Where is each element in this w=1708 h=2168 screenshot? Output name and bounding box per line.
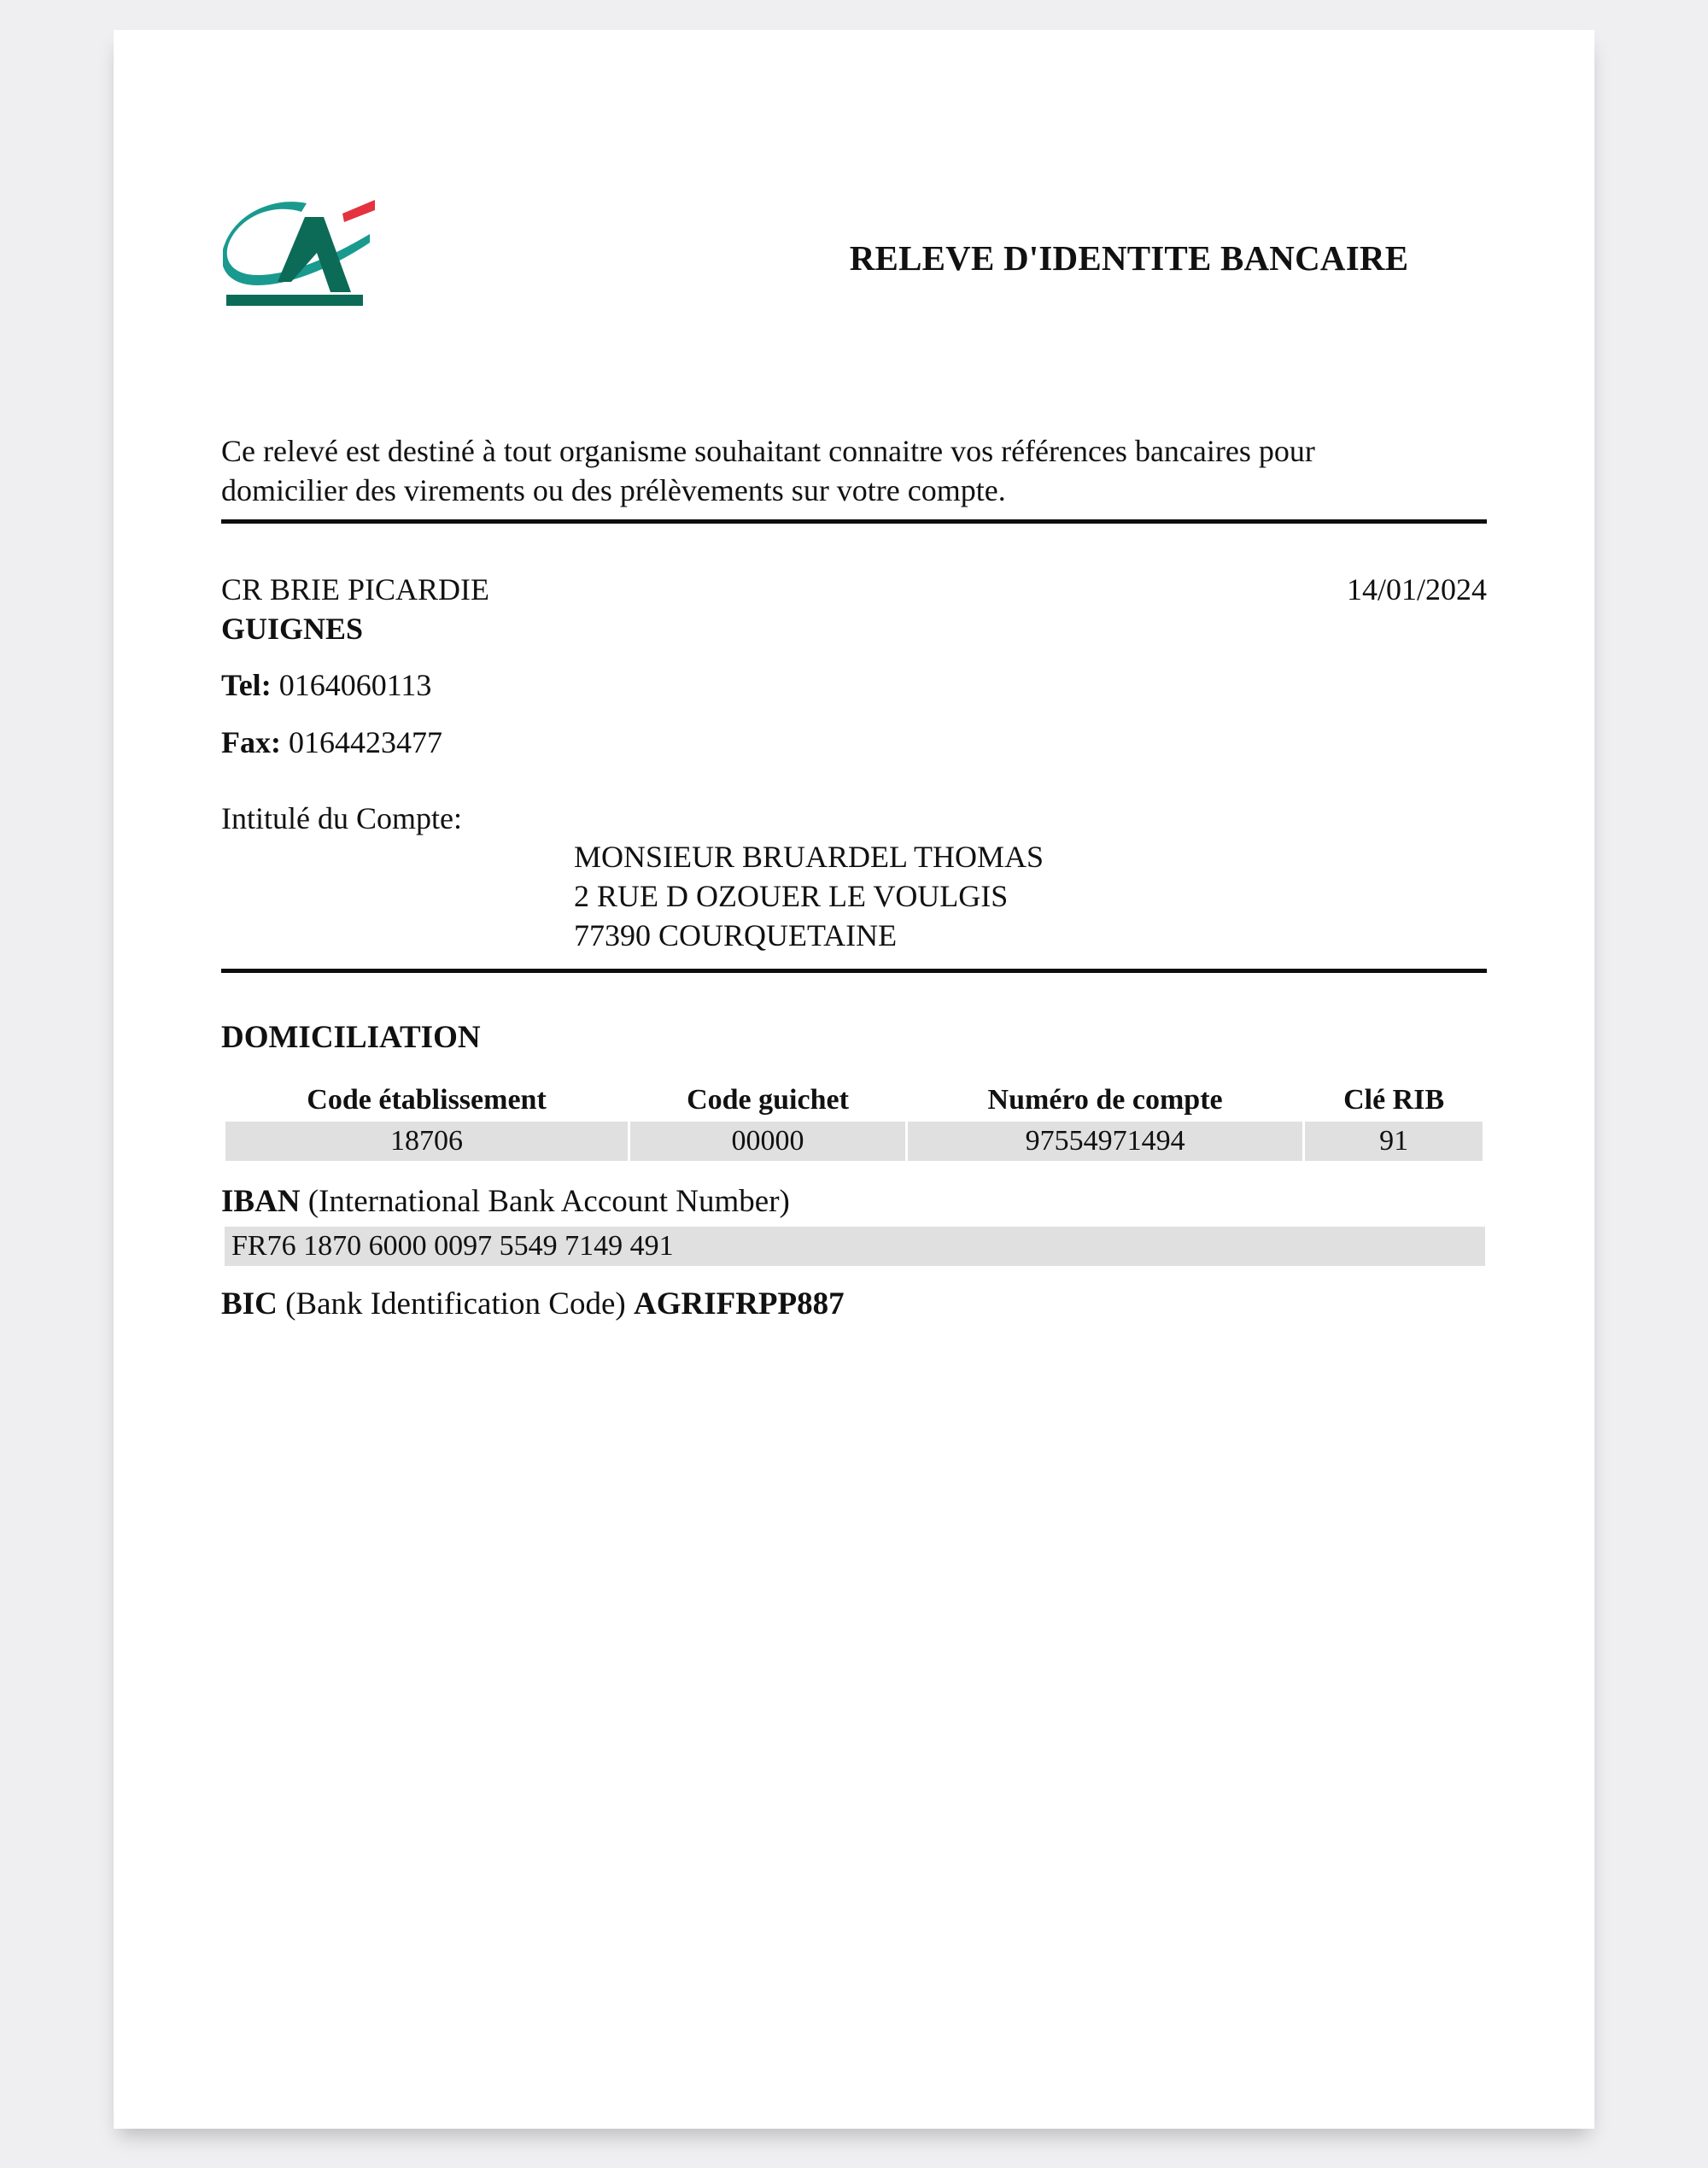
- divider: [221, 519, 1487, 524]
- bank-code: 18706: [225, 1122, 628, 1161]
- divider: [221, 969, 1487, 973]
- domiciliation-title: DOMICILIATION: [221, 1020, 481, 1055]
- rib-table: [223, 1079, 1485, 1161]
- rib-header-cell: Code établissement: [307, 1084, 547, 1116]
- agency-name: CR BRIE PICARDIE: [221, 572, 490, 606]
- account-holder-address-line: 2 RUE D OZOUER LE VOULGIS: [574, 879, 1009, 913]
- rib-header-cell: Code guichet: [687, 1084, 849, 1116]
- bic-value: AGRIFRPP887: [633, 1286, 845, 1321]
- account-holder-name: MONSIEUR BRUARDEL THOMAS: [574, 840, 1044, 874]
- intro-line: domicilier des virements ou des prélèvements sur votre compte.: [221, 473, 1006, 507]
- intro-text: [221, 431, 1502, 510]
- agency-phone: [221, 665, 431, 705]
- agency-fax: [221, 723, 442, 762]
- iban-label-desc: (International Bank Account Number): [307, 1184, 790, 1219]
- statement-date: 14/01/2024: [1346, 572, 1487, 606]
- rib-value-row: [225, 1122, 1483, 1161]
- account-number: 97554971494: [908, 1122, 1302, 1161]
- account-holder-label: Intitulé du Compte:: [221, 801, 462, 835]
- logo-underline: [226, 295, 363, 306]
- phone-label: Tel:: [221, 668, 272, 702]
- account-holder-address-line: 77390 COURQUETAINE: [574, 918, 898, 952]
- bic-label-desc: (Bank Identification Code): [285, 1286, 626, 1321]
- account-holder-block: [574, 837, 1044, 955]
- iban-label: [221, 1182, 790, 1222]
- logo-red-accent: [342, 200, 375, 222]
- document-page: [114, 30, 1594, 2129]
- document-title: RELEVE D'IDENTITE BANCAIRE: [849, 238, 1409, 278]
- intro-line: Ce relevé est destiné à tout organisme souhaitant connaitre vos références bancaires pour: [221, 434, 1315, 468]
- fax-value: 0164423477: [288, 725, 442, 759]
- rib-header-cell: Numéro de compte: [987, 1084, 1223, 1116]
- agency-city: GUIGNES: [221, 612, 364, 646]
- rib-header-cell: Clé RIB: [1343, 1084, 1445, 1116]
- branch-code: 00000: [630, 1122, 905, 1161]
- rib-header-row: [225, 1079, 1483, 1122]
- iban-value: FR76 1870 6000 0097 5549 7149 491: [225, 1227, 1485, 1266]
- iban-label-bold: IBAN: [221, 1184, 301, 1219]
- bic-label-bold: BIC: [221, 1286, 278, 1321]
- fax-label: Fax:: [221, 725, 281, 759]
- bic-line: [221, 1285, 845, 1324]
- phone-value: 0164060113: [278, 668, 432, 702]
- credit-agricole-logo-icon: [223, 196, 377, 308]
- rib-key: 91: [1305, 1122, 1483, 1161]
